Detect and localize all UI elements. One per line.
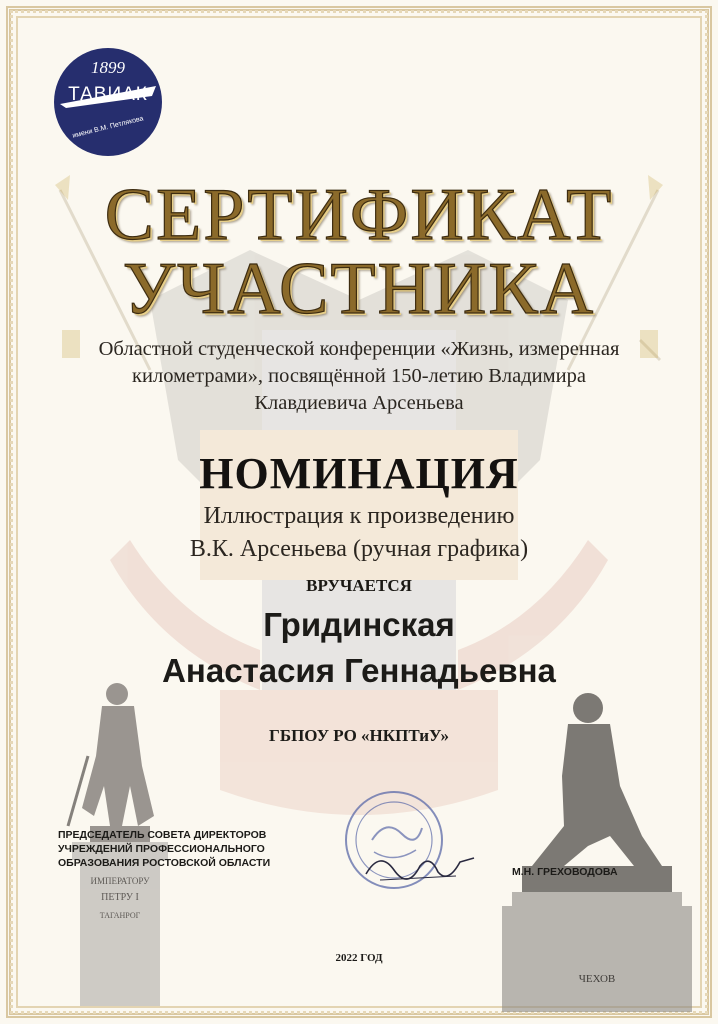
chair-title: [58, 828, 358, 870]
nomination-text: [100, 500, 618, 566]
nomination-heading: НОМИНАЦИЯ: [199, 449, 519, 498]
signer-name: М.Н. ГРЕХОВОДОВА: [512, 866, 618, 878]
recipient-surname: Гридинская: [263, 606, 455, 643]
nomination-line1: Иллюстрация к произведению: [203, 503, 515, 529]
logo-year: 1899: [91, 58, 125, 77]
logo-name: ТАВИАК: [68, 84, 148, 105]
nomination-line2: В.К. Арсеньева (ручная графика): [189, 536, 529, 562]
awarded-label: ВРУЧАЕТСЯ: [306, 576, 412, 595]
plaque-left-line3: ТАГАНРОГ: [99, 911, 141, 920]
plaque-left-line1: ИМПЕРАТОРУ: [90, 876, 150, 886]
plaque-right-text: ЧЕХОВ: [578, 973, 616, 985]
taviak-logo: [52, 46, 164, 158]
recipient-given-names: Анастасия Геннадьевна: [162, 652, 556, 689]
organization: ГБПОУ РО «НКПТиУ»: [269, 726, 449, 745]
logo-subtitle: имени В.М. Петлякова: [71, 115, 145, 140]
conference-description: Областной студенческой конференции «Жизнь, измеренная километрами», посвящённой 150-летию Владимира Клавдиевича Арсеньева: [98, 338, 620, 414]
certificate-title-line2: УЧАСТНИКА: [122, 248, 596, 330]
chair-line1: ПРЕДСЕДАТЕЛЬ СОВЕТА ДИРЕКТОРОВ: [58, 829, 267, 841]
chair-line2: УЧРЕЖДЕНИЙ ПРОФЕССИОНАЛЬНОГО: [58, 843, 265, 855]
certificate-year: 2022 ГОД: [335, 952, 383, 964]
certificate-title-line1: СЕРТИФИКАТ: [104, 174, 614, 256]
chair-line3: ОБРАЗОВАНИЯ РОСТОВСКОЙ ОБЛАСТИ: [58, 857, 271, 869]
handwritten-signature: [360, 840, 480, 890]
plaque-left-line2: ПЕТРУ I: [101, 892, 139, 903]
